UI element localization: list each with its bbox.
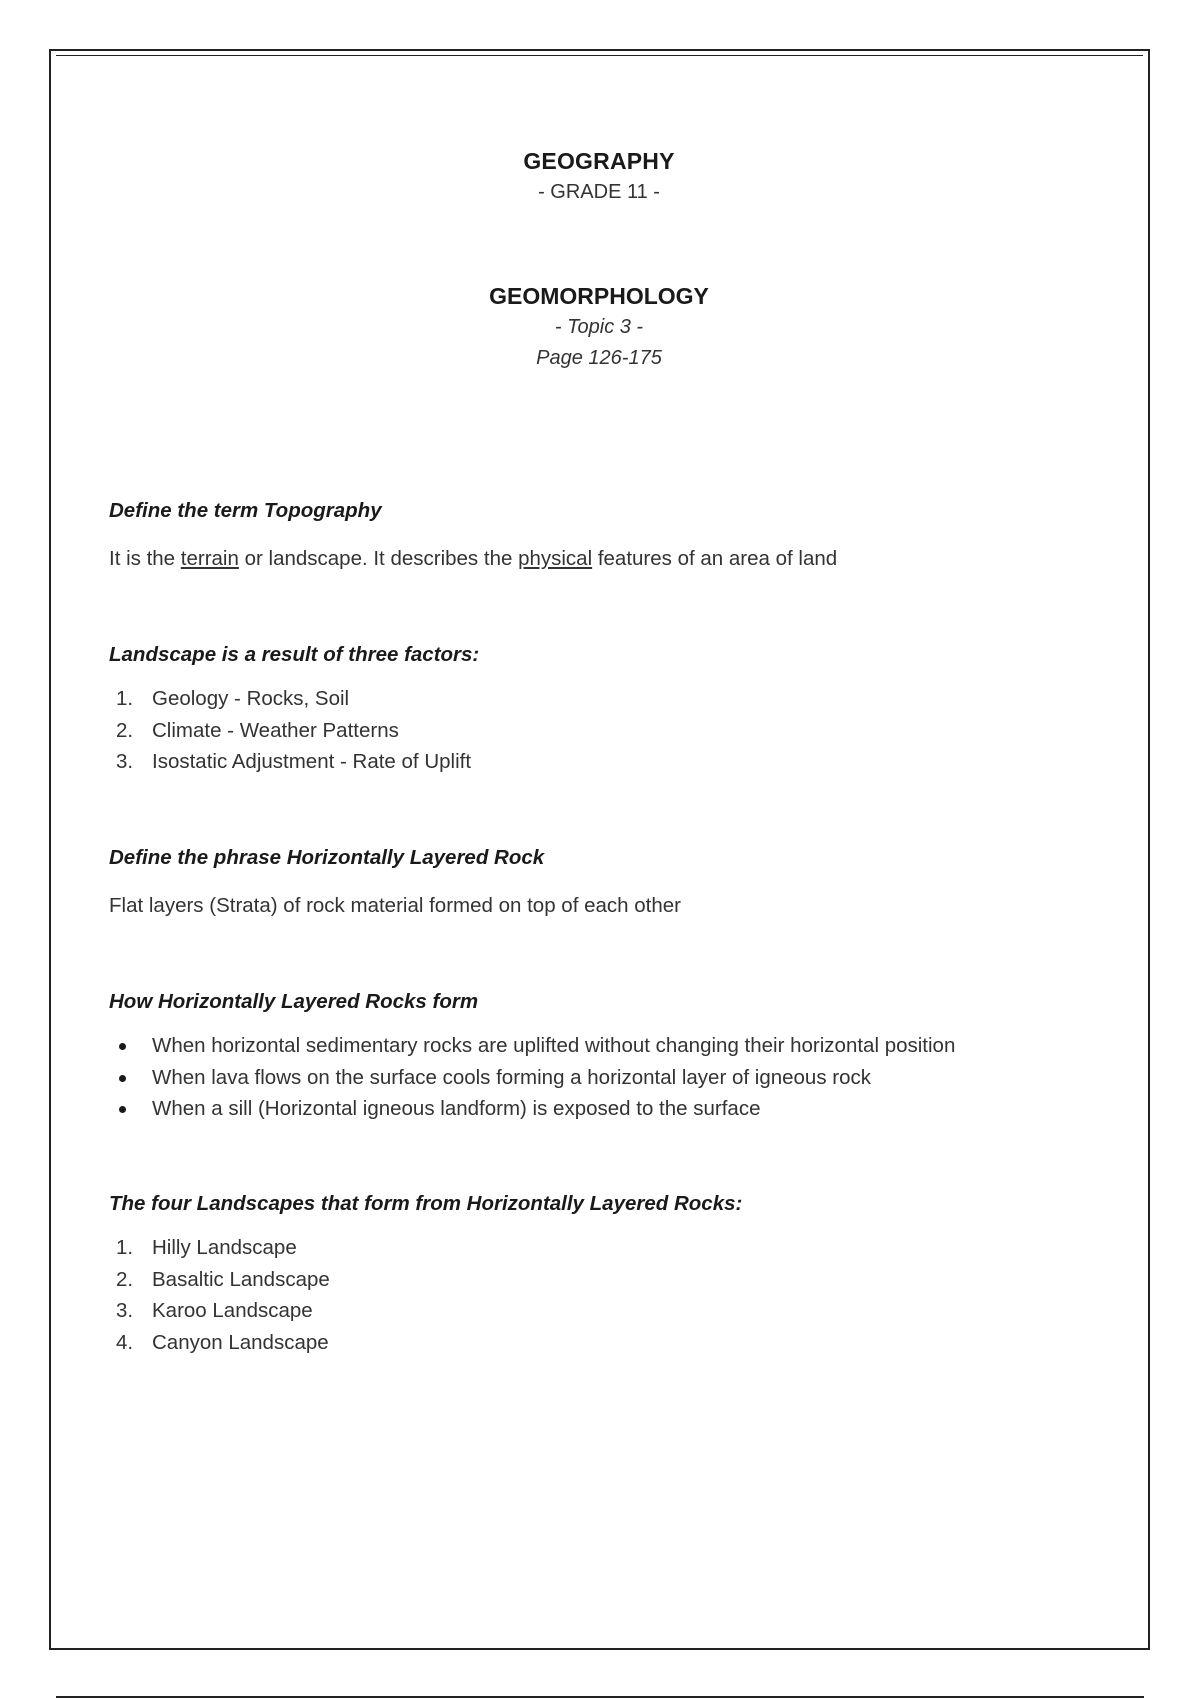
- list-item: [109, 1062, 1089, 1094]
- bullet-icon: [119, 1106, 126, 1113]
- list-item-text: Hilly Landscape: [152, 1236, 297, 1259]
- list-item: [109, 683, 1089, 715]
- list-item: [109, 1295, 1089, 1327]
- list-item-text: When a sill (Horizontal igneous landform) is exposed to the surface: [152, 1097, 761, 1120]
- list-item-text: Karoo Landscape: [152, 1299, 313, 1322]
- list-item: [109, 746, 1089, 778]
- bullet-icon: [119, 1075, 126, 1082]
- grade-label: - GRADE 11 -: [538, 181, 660, 203]
- list-item-text: When horizontal sedimentary rocks are uplifted without changing their horizontal position: [152, 1034, 956, 1057]
- list-number: 1.: [116, 687, 134, 710]
- list-item-text: Geology - Rocks, Soil: [152, 687, 350, 710]
- list-item-text: Canyon Landscape: [152, 1330, 329, 1354]
- section-layered-rock: [109, 844, 1089, 920]
- list-item-text: Isostatic Adjustment - Rate of Uplift: [152, 750, 472, 773]
- list-item-text: Climate - Weather Patterns: [152, 718, 399, 742]
- section-formation: [109, 988, 1089, 1125]
- list-item: [109, 1093, 1089, 1125]
- paragraph-text: features of an area of land: [592, 547, 838, 570]
- section-factors: [109, 641, 1089, 778]
- section-heading: Landscape is a result of three factors:: [109, 643, 480, 666]
- section-paragraph: [109, 545, 1089, 573]
- section-heading: Define the phrase Horizontally Layered Rock: [109, 846, 545, 869]
- section-landscapes: [109, 1190, 1089, 1358]
- paragraph-text: It is the: [109, 547, 181, 570]
- underlined-term-terrain: terrain: [180, 547, 239, 570]
- numbered-list: [109, 1232, 1089, 1358]
- topic-title: GEOMORPHOLOGY: [489, 283, 709, 309]
- bullet-icon: [119, 1043, 126, 1050]
- list-number: 3.: [116, 750, 134, 773]
- footer-rule: [56, 1696, 1144, 1698]
- title-block: [109, 148, 1089, 204]
- list-item-text: When lava flows on the surface cools forming a horizontal layer of igneous rock: [152, 1065, 872, 1089]
- list-item: [109, 1327, 1089, 1359]
- section-heading: How Horizontally Layered Rocks form: [109, 990, 479, 1013]
- page-border-inner-rule: [56, 55, 1143, 56]
- topic-block: [109, 283, 1089, 374]
- bullet-list: [109, 1030, 1089, 1125]
- section-paragraph: Flat layers (Strata) of rock material formed on top of each other: [109, 894, 681, 917]
- section-topography: [109, 497, 1089, 573]
- section-heading: Define the term Topography: [109, 499, 382, 522]
- numbered-list: [109, 683, 1089, 778]
- list-number: 2.: [116, 718, 134, 742]
- list-number: 1.: [116, 1236, 134, 1259]
- list-item: [109, 715, 1089, 747]
- list-number: 2.: [116, 1267, 134, 1291]
- page-range: Page 126-175: [536, 347, 662, 369]
- section-heading: The four Landscapes that form from Horizontally Layered Rocks:: [109, 1192, 743, 1215]
- paragraph-text: or landscape. It describes the: [238, 547, 519, 570]
- list-number: 4.: [116, 1330, 134, 1354]
- list-item: [109, 1030, 1089, 1062]
- document-title: GEOGRAPHY: [523, 148, 675, 174]
- list-item-text: Basaltic Landscape: [152, 1267, 330, 1291]
- underlined-term-physical: physical: [518, 547, 593, 570]
- list-item: [109, 1232, 1089, 1264]
- list-number: 3.: [116, 1299, 134, 1322]
- topic-number: - Topic 3 -: [554, 316, 644, 338]
- list-item: [109, 1264, 1089, 1296]
